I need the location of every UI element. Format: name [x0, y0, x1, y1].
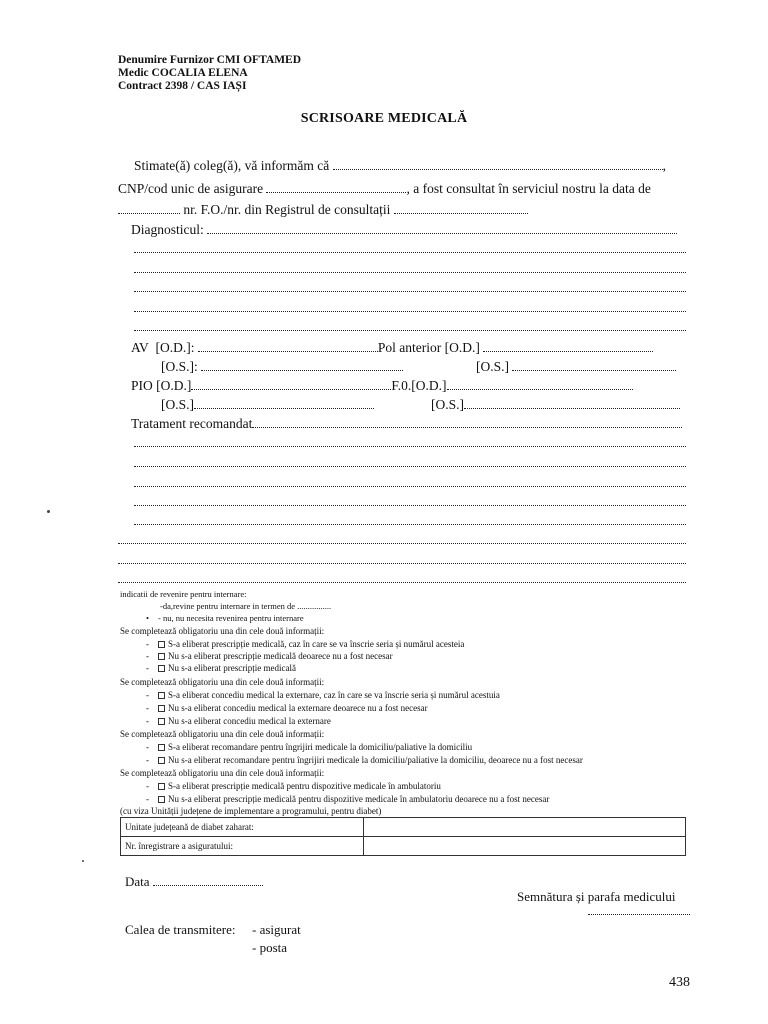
treatment-line[interactable] — [134, 524, 686, 525]
intro-line-2: CNP/cod unic de asigurare , a fost consultat în serviciul nostru la data de — [118, 181, 651, 196]
av-od-field[interactable] — [198, 341, 378, 352]
intro-line-3: nr. F.O./nr. din Registrul de consultații — [118, 202, 528, 218]
fo-os-row: [O.S.] — [431, 397, 680, 413]
provider-name: Denumire Furnizor CMI OFTAMED — [118, 54, 302, 66]
checkbox-icon[interactable] — [158, 665, 165, 672]
table-row — [121, 837, 686, 856]
table-row — [121, 818, 686, 837]
checkbox-icon[interactable] — [158, 653, 165, 660]
treatment-line[interactable] — [118, 543, 686, 544]
diagnostic-line[interactable] — [134, 252, 686, 253]
av-os-row: [O.S.]: — [161, 359, 403, 375]
checkbox-item[interactable]: - S-a eliberat prescripție medicală, caz în care se va înscrie seria și numărul acesteia — [146, 639, 465, 649]
checkbox-item[interactable]: - S-a eliberat recomandare pentru îngrijiri medicale la domiciliu/paliative la domiciliu — [146, 742, 473, 752]
checkbox-icon[interactable] — [158, 641, 165, 648]
treatment-line[interactable] — [134, 446, 686, 447]
pio-od-field[interactable] — [191, 379, 391, 390]
treatment-label: Tratament recomandat — [131, 416, 253, 431]
pio-os-row: [O.S.] — [161, 397, 374, 413]
readmission-option-no[interactable]: • - nu, nu necesita revenirea pentru internare — [146, 613, 304, 623]
transmission-option-insured[interactable]: - asigurat — [252, 922, 301, 937]
treatment-line[interactable] — [134, 505, 686, 506]
doctor-name: Medic COCALIA ELENA — [118, 67, 248, 79]
scan-speck — [47, 510, 50, 513]
diagnostic-line[interactable] — [134, 272, 686, 273]
pol-os-row: [O.S.] — [476, 359, 676, 375]
av-od-row: AV [O.D.]: Pol anterior [O.D.] — [131, 340, 653, 356]
av-os-field[interactable] — [201, 360, 403, 371]
transmission-label: Calea de transmitere: — [125, 922, 236, 937]
pol-anterior-od-field[interactable] — [483, 341, 653, 352]
checkbox-icon[interactable] — [158, 796, 165, 803]
diagnostic-field[interactable] — [207, 223, 677, 234]
diagnostic-line[interactable] — [134, 330, 686, 331]
treatment-field[interactable] — [252, 417, 682, 428]
provider-header — [118, 54, 301, 93]
cnp-field[interactable] — [266, 182, 406, 193]
diagnostic-line[interactable] — [134, 291, 686, 292]
checkbox-icon[interactable] — [158, 744, 165, 751]
diagnostic-line[interactable] — [134, 311, 686, 312]
checkbox-icon[interactable] — [158, 757, 165, 764]
intro-line-1: Stimate(ă) coleg(ă), vă informăm că , — [134, 158, 667, 173]
patient-name-field[interactable] — [333, 159, 663, 170]
section-heading: Se completează obligatoriu una din cele două informații: — [120, 677, 325, 687]
diagnostic-row — [131, 222, 677, 238]
readmission-title: indicatii de revenire pentru internare: — [120, 589, 247, 599]
transmission-option-post[interactable]: - posta — [252, 940, 288, 955]
treatment-line[interactable] — [118, 563, 686, 564]
checkbox-icon[interactable] — [158, 718, 165, 725]
diabetes-note: (cu viza Unității județene de implementare a programului, pentru diabet) — [120, 806, 382, 816]
diabetes-unit-label: Unitate județeană de diabet zaharat: — [121, 818, 364, 837]
scan-speck — [82, 860, 84, 862]
checkbox-item[interactable]: - Nu s-a eliberat prescripție medicală — [146, 663, 296, 673]
checkbox-icon[interactable] — [158, 783, 165, 790]
pol-anterior-os-field[interactable] — [512, 360, 676, 371]
page-title: SCRISOARE MEDICALĂ — [300, 111, 468, 126]
section-heading: Se completează obligatoriu una din cele două informații: — [120, 768, 325, 778]
checkbox-item[interactable]: - S-a eliberat prescripție medicală pentru dispozitive medicale în ambulatoriu — [146, 781, 441, 791]
page-number: 438 — [669, 975, 690, 990]
treatment-line[interactable] — [134, 466, 686, 467]
treatment-line[interactable] — [134, 486, 686, 487]
treatment-line[interactable] — [118, 582, 686, 583]
treatment-row — [131, 416, 682, 432]
section-heading: Se completează obligatoriu una din cele două informații: — [120, 626, 325, 636]
date-label: Data — [125, 874, 150, 889]
section-heading: Se completează obligatoriu una din cele două informații: — [120, 729, 325, 739]
checkbox-item[interactable]: - S-a eliberat concediu medical la externare, caz în care se va înscrie seria și numărul acestuia — [146, 690, 500, 700]
signature-field[interactable] — [588, 904, 690, 915]
registry-number-field[interactable] — [394, 203, 528, 214]
checkbox-item[interactable]: - Nu s-a eliberat concediu medical la externare deoarece nu a fost necesar — [146, 703, 428, 713]
signature-label: Semnătura și parafa medicului — [517, 889, 676, 904]
contract-number: Contract 2398 / CAS IAȘI — [118, 80, 247, 92]
checkbox-item[interactable]: - Nu s-a eliberat concediu medical la externare — [146, 716, 331, 726]
readmission-option-yes[interactable]: -da,revine pentru internare in termen de ................ — [160, 601, 332, 611]
checkbox-item[interactable]: - Nu s-a eliberat recomandare pentru îngrijiri medicale la domiciliu/paliative la domiciliu, deoarece nu a fost necesar — [146, 755, 583, 765]
checkbox-icon[interactable] — [158, 705, 165, 712]
date-field[interactable] — [153, 875, 263, 886]
pio-od-row: PIO [O.D.] F.0.[O.D.] — [131, 378, 633, 394]
diabetes-unit-field[interactable] — [364, 818, 686, 837]
pio-os-field[interactable] — [194, 398, 374, 409]
fo-od-field[interactable] — [447, 379, 633, 390]
checkbox-icon[interactable] — [158, 692, 165, 699]
registration-number-field[interactable] — [364, 837, 686, 856]
consult-date-field[interactable] — [118, 203, 180, 214]
checkbox-item[interactable]: - Nu s-a eliberat prescripție medicală deoarece nu a fost necesar — [146, 651, 393, 661]
diagnostic-label: Diagnosticul: — [131, 222, 204, 237]
registration-number-label: Nr. înregistrare a asiguratului: — [121, 837, 364, 856]
diabetes-table — [120, 817, 686, 856]
date-row — [125, 874, 263, 889]
checkbox-item[interactable]: - Nu s-a eliberat prescripție medicală pentru dispozitive medicale în ambulatoriu deoarece nu a fost necesar — [146, 794, 550, 804]
fo-os-field[interactable] — [464, 398, 680, 409]
